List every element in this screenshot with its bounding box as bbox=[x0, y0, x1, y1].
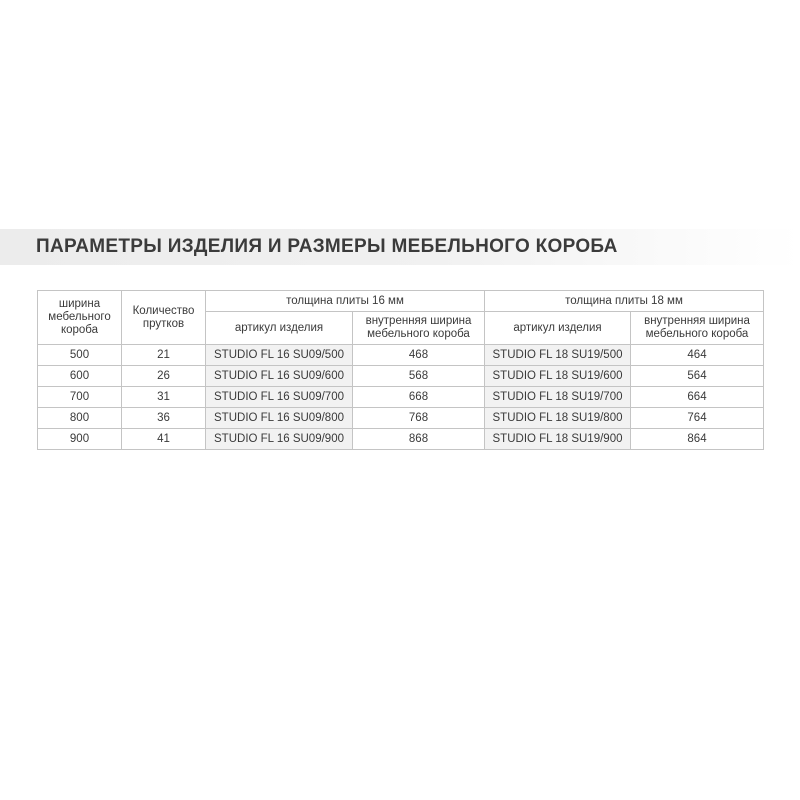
header-row-top bbox=[38, 291, 764, 312]
cell-rods: 21 bbox=[122, 345, 206, 366]
cell-width: 600 bbox=[38, 366, 122, 387]
header-article-16: артикул изделия bbox=[206, 312, 353, 345]
spec-table bbox=[37, 290, 764, 450]
header-rods: Количество прутков bbox=[122, 291, 206, 345]
cell-width: 700 bbox=[38, 387, 122, 408]
page-title: ПАРАМЕТРЫ ИЗДЕЛИЯ И РАЗМЕРЫ МЕБЕЛЬНОГО КОРОБА bbox=[36, 236, 618, 257]
header-thickness-16: толщина плиты 16 мм bbox=[206, 291, 485, 312]
cell-inner-width-18: 664 bbox=[631, 387, 764, 408]
cell-inner-width-16: 768 bbox=[353, 408, 485, 429]
header-inner-width-16: внутренняя ширина мебельного короба bbox=[353, 312, 485, 345]
cell-inner-width-16: 668 bbox=[353, 387, 485, 408]
cell-rods: 31 bbox=[122, 387, 206, 408]
cell-article-16: STUDIO FL 16 SU09/600 bbox=[206, 366, 353, 387]
cell-article-18: STUDIO FL 18 SU19/800 bbox=[485, 408, 631, 429]
cell-inner-width-16: 868 bbox=[353, 429, 485, 450]
cell-article-18: STUDIO FL 18 SU19/600 bbox=[485, 366, 631, 387]
table-row bbox=[38, 387, 764, 408]
table-row bbox=[38, 408, 764, 429]
cell-rods: 26 bbox=[122, 366, 206, 387]
cell-inner-width-18: 764 bbox=[631, 408, 764, 429]
table-row bbox=[38, 366, 764, 387]
table-row bbox=[38, 345, 764, 366]
cell-inner-width-18: 464 bbox=[631, 345, 764, 366]
header-article-18: артикул изделия bbox=[485, 312, 631, 345]
header-inner-width-18: внутренняя ширина мебельного короба bbox=[631, 312, 764, 345]
cell-article-16: STUDIO FL 16 SU09/900 bbox=[206, 429, 353, 450]
table-row bbox=[38, 429, 764, 450]
cell-width: 800 bbox=[38, 408, 122, 429]
cell-article-16: STUDIO FL 16 SU09/500 bbox=[206, 345, 353, 366]
cell-inner-width-18: 864 bbox=[631, 429, 764, 450]
cell-article-16: STUDIO FL 16 SU09/700 bbox=[206, 387, 353, 408]
cell-rods: 41 bbox=[122, 429, 206, 450]
header-width: ширина мебельного короба bbox=[38, 291, 122, 345]
cell-article-18: STUDIO FL 18 SU19/700 bbox=[485, 387, 631, 408]
cell-article-18: STUDIO FL 18 SU19/500 bbox=[485, 345, 631, 366]
cell-inner-width-18: 564 bbox=[631, 366, 764, 387]
cell-article-18: STUDIO FL 18 SU19/900 bbox=[485, 429, 631, 450]
cell-article-16: STUDIO FL 16 SU09/800 bbox=[206, 408, 353, 429]
cell-width: 900 bbox=[38, 429, 122, 450]
cell-width: 500 bbox=[38, 345, 122, 366]
header-thickness-18: толщина плиты 18 мм bbox=[485, 291, 764, 312]
cell-inner-width-16: 468 bbox=[353, 345, 485, 366]
cell-rods: 36 bbox=[122, 408, 206, 429]
cell-inner-width-16: 568 bbox=[353, 366, 485, 387]
